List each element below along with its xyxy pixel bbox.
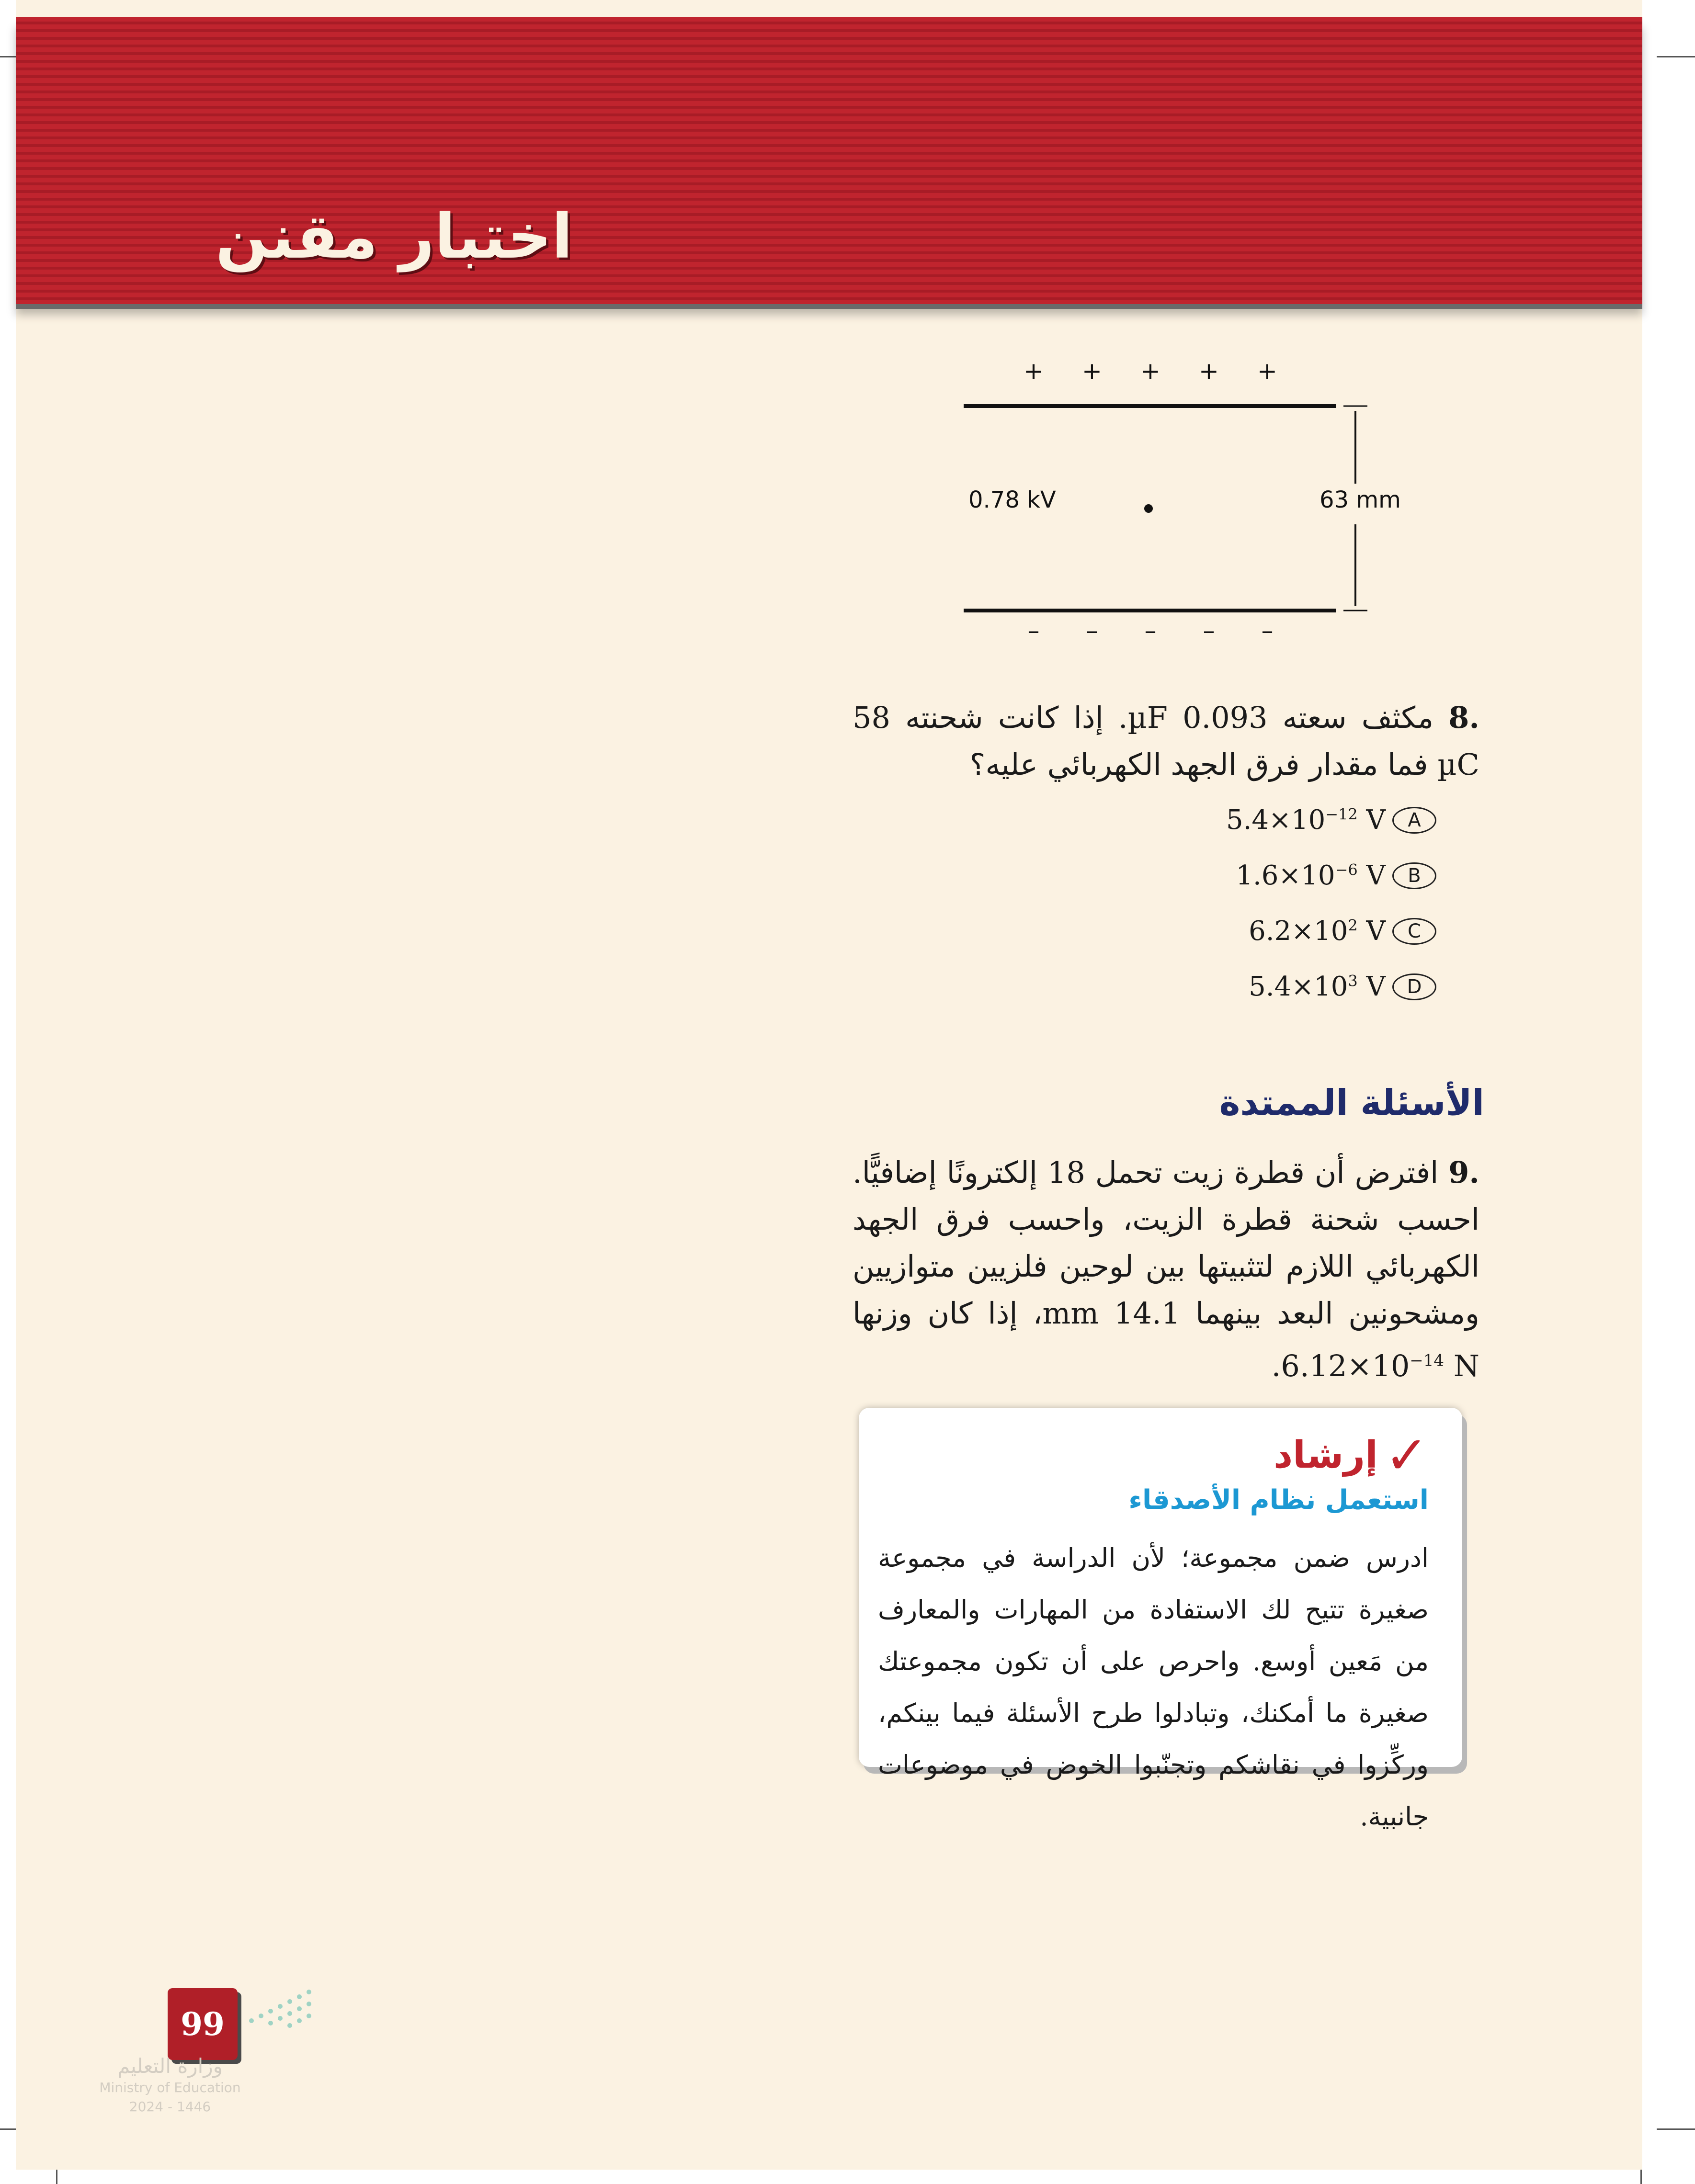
ministry-logo-text: وزارة التعليم Ministry of Education 2024 - 1446 bbox=[99, 2054, 241, 2115]
capacitor-diagram bbox=[934, 350, 1413, 646]
section-heading: الأسئلة الممتدة bbox=[1219, 1082, 1484, 1123]
choice-d[interactable]: $5.4\times 10^3$ V D bbox=[1249, 971, 1436, 1002]
choice-b[interactable]: $1.6\times 10^{-6}$ V B bbox=[1236, 860, 1436, 891]
crop-mark bbox=[1657, 56, 1695, 57]
choice-label: D bbox=[1392, 973, 1436, 1000]
tip-subtitle: استعمل نظام الأصدقاء bbox=[1128, 1484, 1429, 1516]
page-title: اختبار مقنن bbox=[216, 201, 573, 272]
choice-a[interactable]: $5.4\times 10^{-12}$ V A bbox=[1226, 804, 1436, 836]
distance-label: 63 mm bbox=[1320, 487, 1401, 513]
question-number: .8 bbox=[1448, 700, 1479, 735]
question-8 bbox=[853, 694, 1479, 788]
oil-drop bbox=[1144, 504, 1153, 513]
minus-sign: – bbox=[1027, 617, 1040, 645]
question-number: .9 bbox=[1448, 1155, 1479, 1190]
minus-sign: – bbox=[1261, 617, 1274, 645]
tip-body: ادرس ضمن مجموعة؛ لأن الدراسة في مجموعة صغيرة تتيح لك الاستفادة من المهارات والمعارف من مَعين أوسع. واحرص على أن تكون مجموعتك صغيرة ما أمكنك، وتبادلوا طرح الأسئلة فيما بينكم، وركِّزوا في نقاشكم وتجنّبوا الخوض في موضوعات جانبية. bbox=[878, 1543, 1429, 1832]
tip-title bbox=[1274, 1425, 1429, 1486]
plus-sign: + bbox=[1024, 357, 1044, 385]
question-9: .9 افترض أن قطرة زيت تحمل 18 إلكترونًا إضافيًّا. احسب شحنة قطرة الزيت، واحسب فرق الجهد الكهربائي اللازم لتثبيتها بين لوحين فلزيين متوازيين ومشحونين البعد بينهما 14.1 mm، إذا كان وزنها $6.12\times 10^{-14}$ N. bbox=[853, 1155, 1480, 1383]
minus-sign: – bbox=[1144, 617, 1157, 645]
plus-sign: + bbox=[1257, 357, 1277, 385]
ministry-logo-icon bbox=[242, 1987, 314, 2030]
voltage-label: 0.78 kV bbox=[968, 487, 1056, 513]
choice-label: C bbox=[1392, 918, 1436, 945]
choice-label: B bbox=[1392, 862, 1436, 889]
minus-sign: – bbox=[1203, 617, 1215, 645]
tip-title-text: إرشاد bbox=[1274, 1434, 1378, 1477]
choice-label: A bbox=[1392, 807, 1436, 834]
checkmark-icon: ✓ bbox=[1384, 1425, 1429, 1486]
choice-c[interactable]: $6.2\times 10^2$ V C bbox=[1249, 916, 1436, 947]
tip-box bbox=[859, 1408, 1462, 1832]
page-number: 99 bbox=[168, 1988, 238, 2060]
plus-sign: + bbox=[1082, 357, 1102, 385]
question-text: افترض أن قطرة زيت تحمل 18 إلكترونًا إضافيًّا. احسب شحنة قطرة الزيت، واحسب فرق الجهد الكهربائي اللازم لتثبيتها بين لوحين فلزيين متوازيين ومشحونين البعد بينهما 14.1 mm، إذا كان وزنها bbox=[853, 1155, 1480, 1331]
weight-value: $6.12\times 10^{-14}$ N bbox=[1281, 1348, 1479, 1383]
question-text: مكثف سعته 0.093 µF. إذا كانت شحنته 58 µC فما مقدار فرق الجهد الكهربائي عليه؟ bbox=[853, 700, 1479, 782]
crop-mark bbox=[1657, 2128, 1695, 2130]
minus-sign: – bbox=[1086, 617, 1098, 645]
plus-sign: + bbox=[1199, 357, 1219, 385]
plus-sign: + bbox=[1140, 357, 1160, 385]
